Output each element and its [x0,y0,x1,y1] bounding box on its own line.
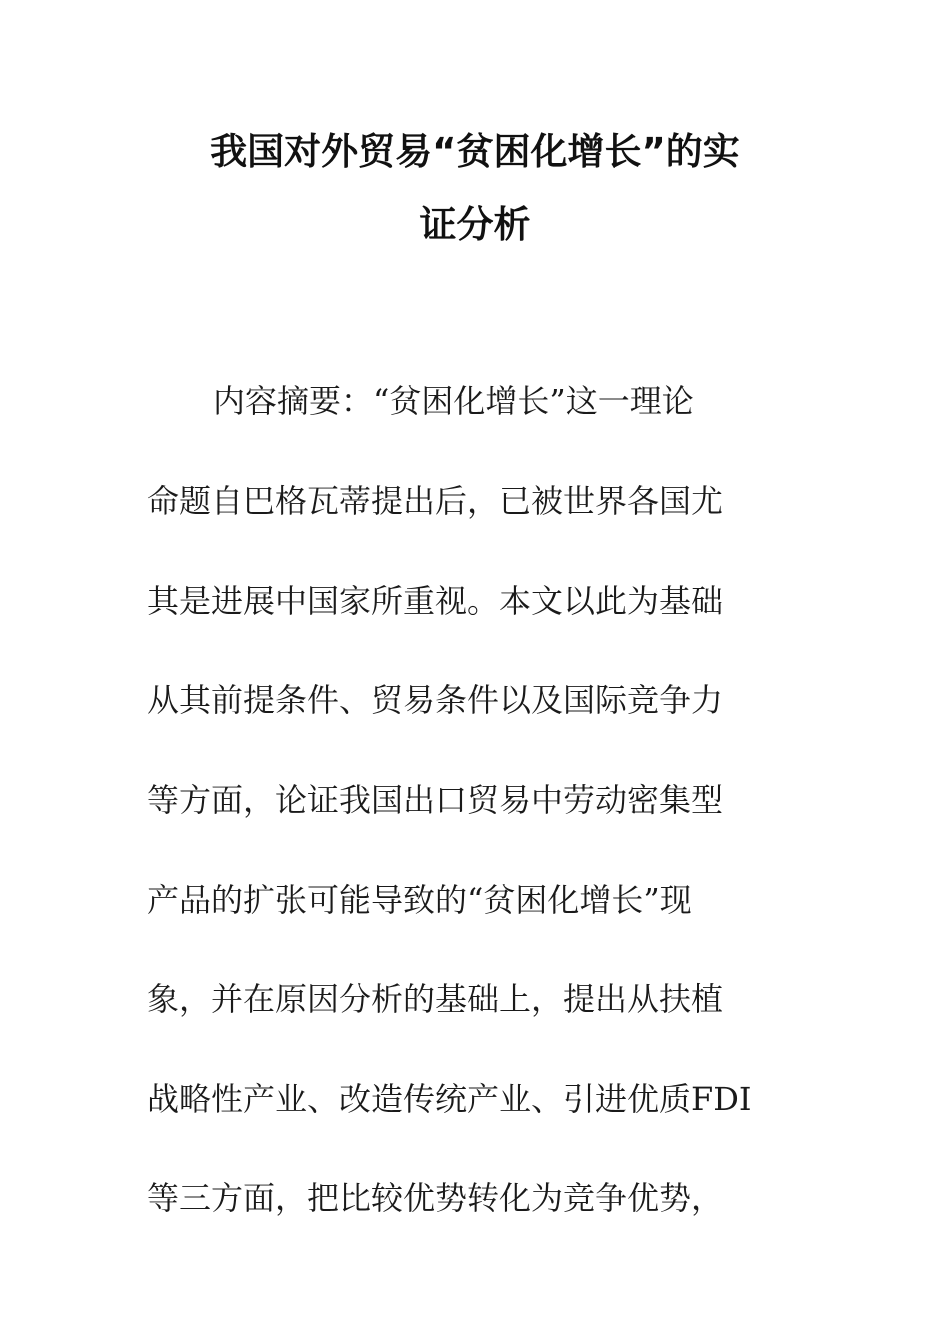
abstract-line-4: 从其前提条件、贸易条件以及国际竞争力 [147,681,724,719]
abstract-line-6: 产品的扩张可能导致的“贫困化增长”现 [147,881,692,919]
document-title-line-1: 我国对外贸易“贫困化增长”的实 [210,130,740,173]
abstract-line-3: 其是进展中国家所重视。本文以此为基础 [147,582,724,620]
abstract-line-7: 象，并在原因分析的基础上，提出从扶植 [147,980,724,1018]
abstract-line-9: 等三方面，把比较优势转化为竞争优势， [147,1179,724,1217]
abstract-line-8: 战略性产业、改造传统产业、引进优质FDI [147,1080,752,1118]
abstract-line-5: 等方面，论证我国出口贸易中劳动密集型 [147,781,724,819]
document-title-line-2: 证分析 [419,203,531,246]
abstract-line-2: 命题自巴格瓦蒂提出后，已被世界各国尤 [147,482,724,520]
abstract-line-1: 内容摘要：“贫困化增长”这一理论 [213,382,694,420]
